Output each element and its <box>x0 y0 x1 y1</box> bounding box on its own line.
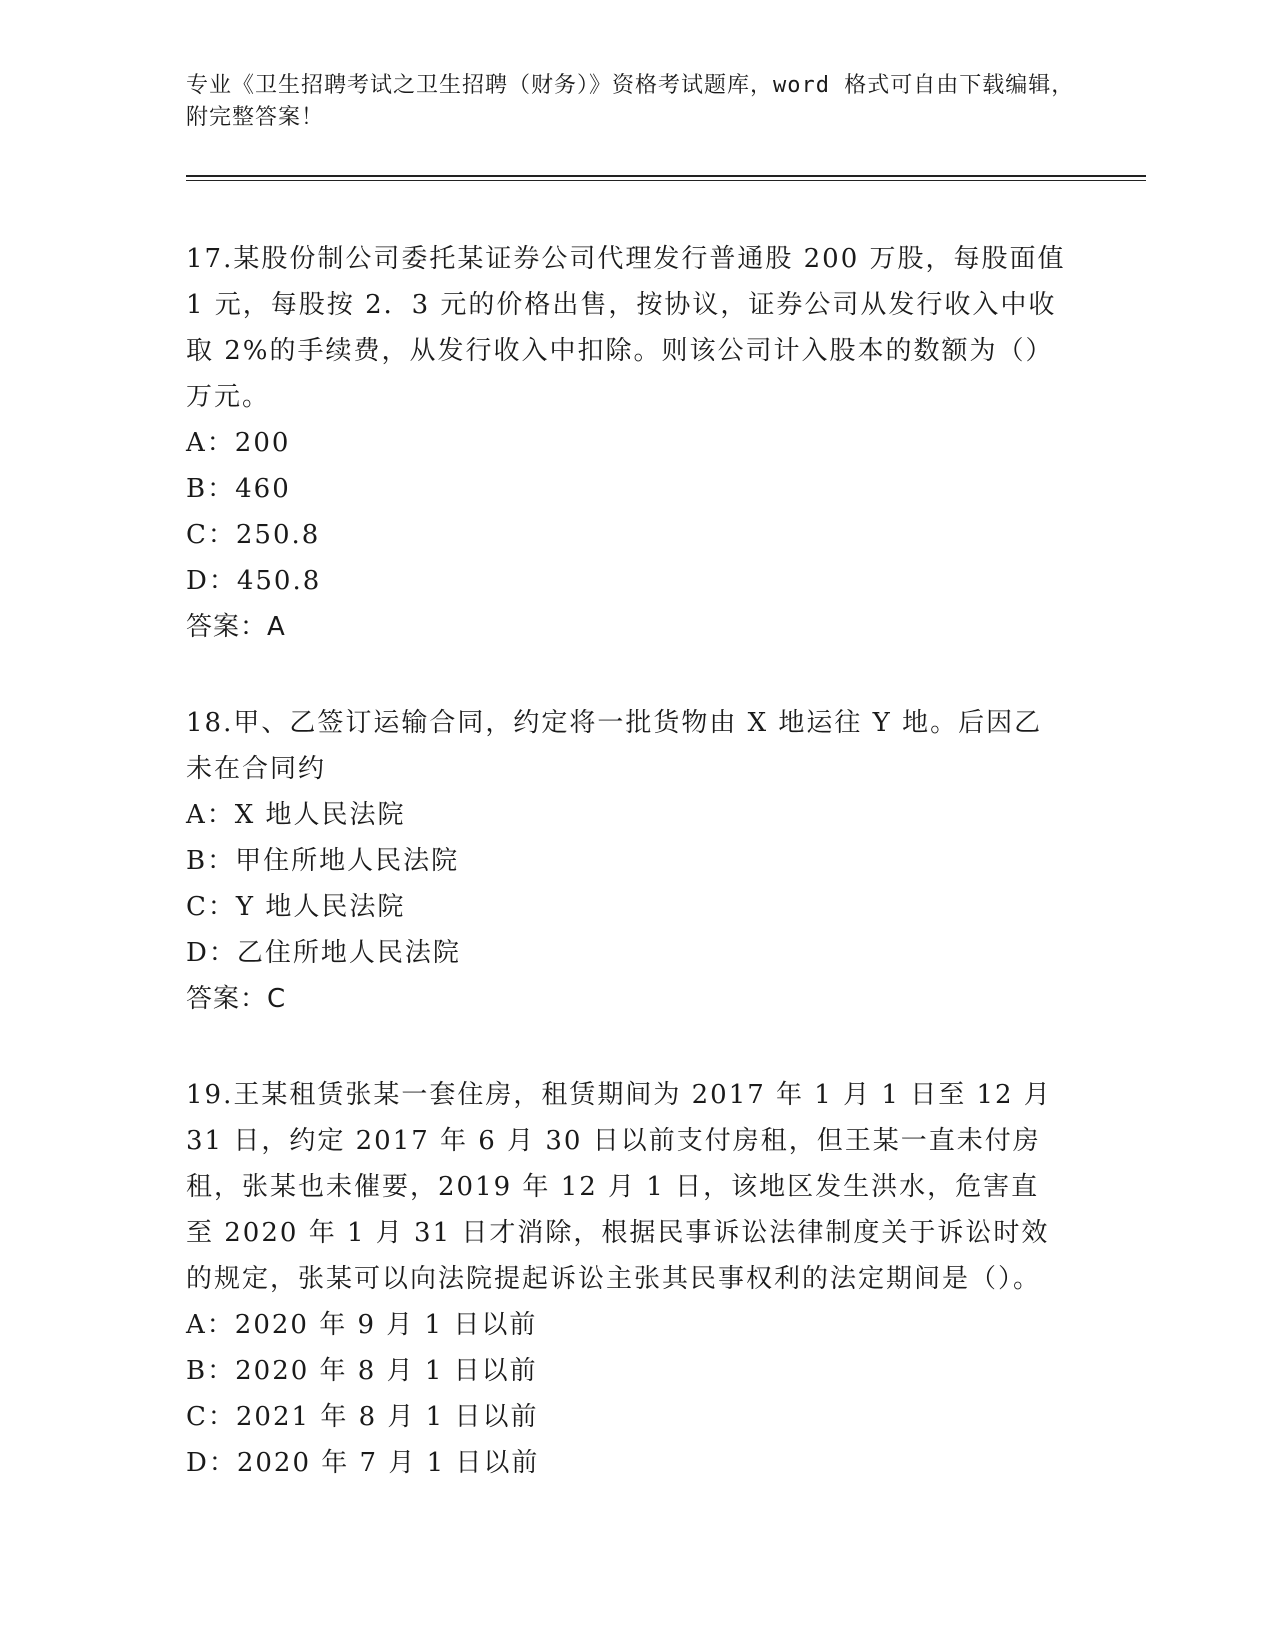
header-divider-thin <box>186 180 1146 181</box>
option-a: A：X 地人民法院 <box>186 800 406 830</box>
question-19 <box>186 1072 1066 1486</box>
option-c: C：250.8 <box>186 520 321 550</box>
option-b: B：2020 年 8 月 1 日以前 <box>186 1356 538 1386</box>
option-d: D：450.8 <box>186 566 322 596</box>
header-divider <box>186 175 1146 177</box>
question-stem: 19.王某租赁张某一套住房，租赁期间为 2017 年 1 月 1 日至 12 月 31 日，约定 2017 年 6 月 30 日以前支付房租，但王某一直未付房租，张某也未催要，2019 年 12 月 1 日，该地区发生洪水，危害直至 2020 年 1 月 31 日才消除，根据民事诉讼法律制度关于诉讼时效的规定，张某可以向法院提起诉讼主张其民事权利的法定期间是（）。 <box>186 1080 1052 1294</box>
question-stem: 17.某股份制公司委托某证券公司代理发行普通股 200 万股，每股面值 1 元，每股按 2．3 元的价格出售，按协议，证券公司从发行收入中收取 2%的手续费，从发行收入中扣除。则该公司计入股本的数额为（）万元。 <box>186 244 1066 412</box>
option-a: A：200 <box>186 428 291 458</box>
question-17 <box>186 236 1066 650</box>
question-stem: 18.甲、乙签订运输合同，约定将一批货物由 X 地运往 Y 地。后因乙未在合同约 <box>186 708 1043 784</box>
question-list <box>186 236 1066 1536</box>
option-c: C：2021 年 8 月 1 日以前 <box>186 1402 539 1432</box>
option-d: D：2020 年 7 月 1 日以前 <box>186 1448 540 1478</box>
option-b: B：460 <box>186 474 291 504</box>
page-header: 专业《卫生招聘考试之卫生招聘（财务）》资格考试题库，word 格式可自由下载编辑，附完整答案！ <box>186 73 1075 130</box>
answer-line: 答案：C <box>186 984 287 1014</box>
option-a: A：2020 年 9 月 1 日以前 <box>186 1310 538 1340</box>
option-d: D：乙住所地人民法院 <box>186 938 461 968</box>
answer-line: 答案：A <box>186 612 286 642</box>
option-c: C：Y 地人民法院 <box>186 892 406 922</box>
option-b: B：甲住所地人民法院 <box>186 846 460 876</box>
question-18 <box>186 700 1066 1022</box>
